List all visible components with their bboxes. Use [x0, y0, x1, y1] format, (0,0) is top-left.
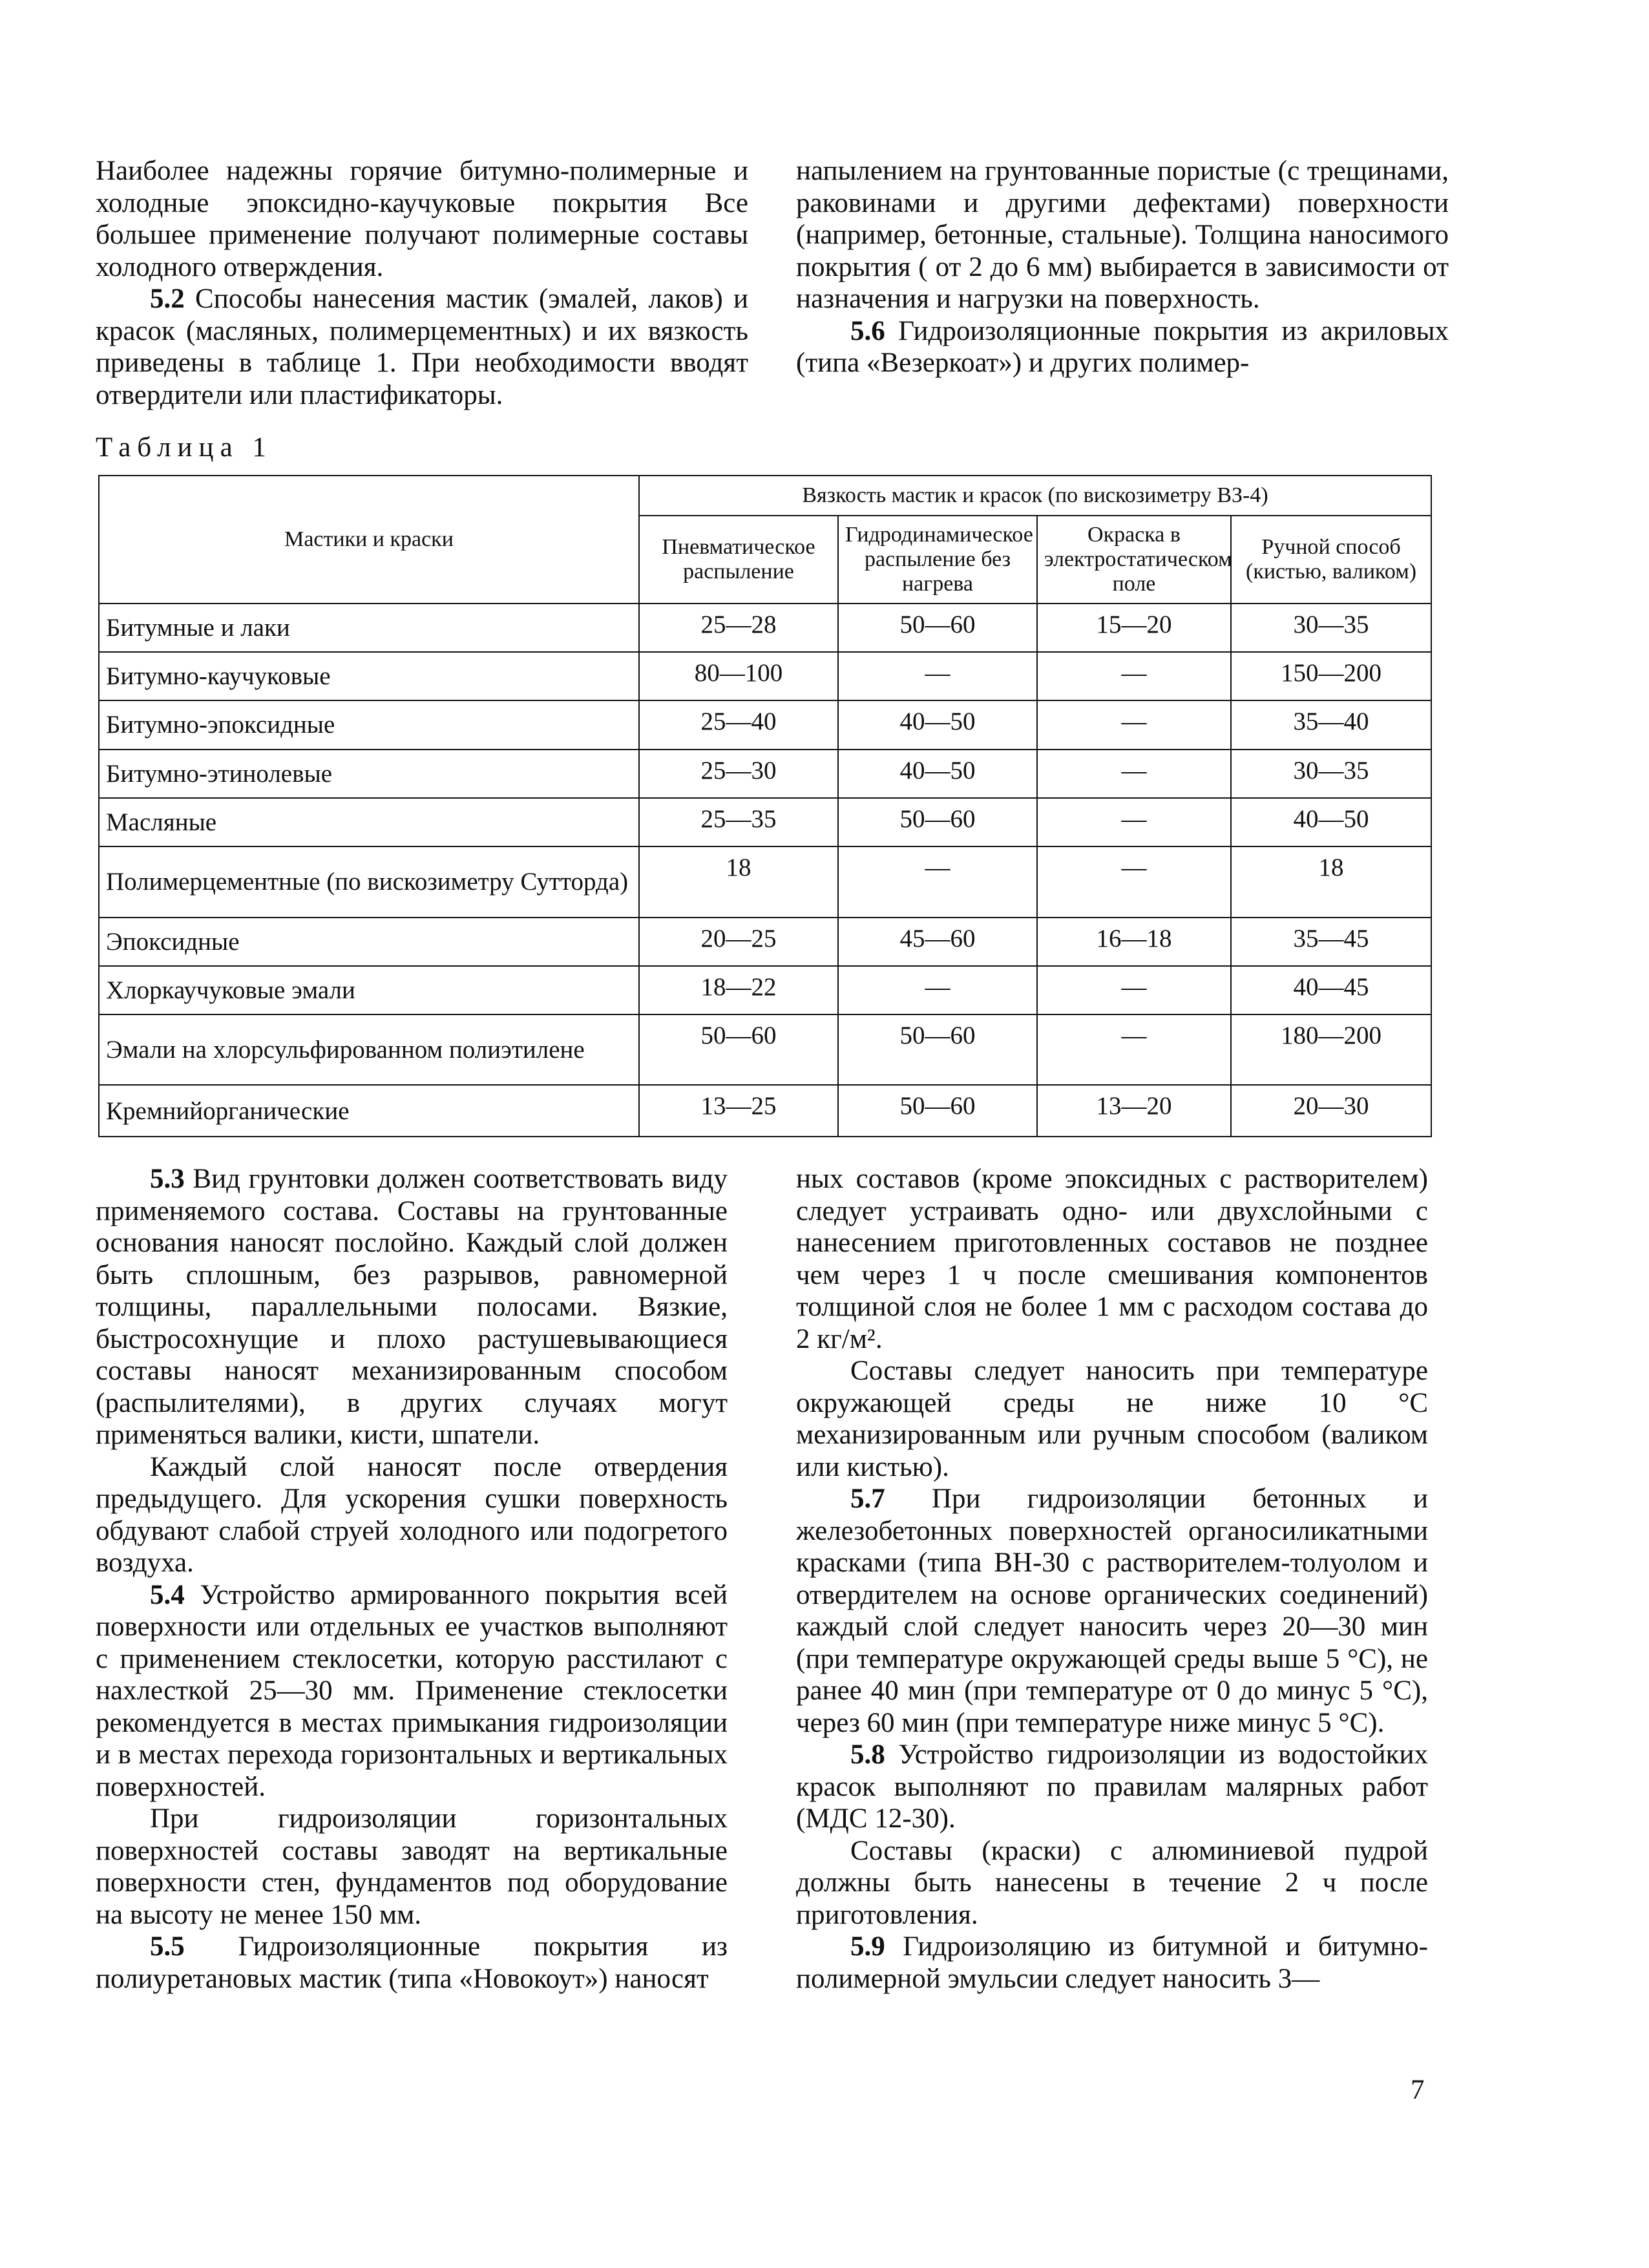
top-right-column — [796, 155, 1449, 379]
section-number: 5.5 — [150, 1931, 185, 1962]
table-cell: 18—22 — [639, 966, 838, 1014]
table-row — [99, 1085, 1431, 1137]
table-cell: 40—50 — [838, 750, 1037, 798]
table-cell: 30—35 — [1231, 750, 1431, 798]
paragraph-text: При гидроизоляции бетонных и железобетонных поверхностей органосиликатными красками (типа ВН-30 с растворителем-толуолом и отвердителем на основе органических соединений) каждый слой следует наносить через 20—30 мин (при температуре окружающей среды выше 5 °С), не ранее 40 мин (при температуре от 0 до минус 5 °С), через 60 мин (при температуре ниже минус 5 °С). — [796, 1484, 1428, 1738]
table-cell: 50—60 — [838, 1085, 1037, 1137]
table-cell: 16—18 — [1037, 918, 1231, 966]
table-cell: — — [1037, 798, 1231, 846]
paragraph-text: Наиболее надежны горячие битумно-полимерные и холодные эпоксидно-каучуковые покрытия Все большее применение получают полимерные составы холодного отверждения. — [96, 156, 748, 282]
row-material-name: Эпоксидные — [99, 918, 639, 966]
top-left-column — [96, 155, 748, 411]
row-material-name: Битумно-этинолевые — [99, 750, 639, 798]
table-cell: 20—25 — [639, 918, 838, 966]
table-cell: 20—30 — [1231, 1085, 1431, 1137]
row-material-name: Битумные и лаки — [99, 604, 639, 652]
paragraph — [796, 1835, 1428, 1931]
table-cell: 18 — [639, 846, 838, 918]
table-row — [99, 652, 1431, 700]
paragraph — [796, 1483, 1428, 1739]
table-cell: 50—60 — [639, 1014, 838, 1086]
table-row — [99, 966, 1431, 1014]
paragraph-text: Гидроизоляцию из битумной и битумно-полимерной эмульсии следует наносить 3— — [796, 1931, 1428, 1994]
paragraph — [96, 155, 748, 283]
table-cell: — — [838, 966, 1037, 1014]
paragraph — [96, 1931, 728, 1995]
row-material-name: Эмали на хлорсульфированном полиэтилене — [99, 1014, 639, 1086]
table-cell: 25—30 — [639, 750, 838, 798]
table-cell: 40—50 — [838, 700, 1037, 749]
table-row — [99, 918, 1431, 966]
paragraph — [796, 1355, 1428, 1483]
table-cell: — — [1037, 652, 1231, 700]
table-row — [99, 1014, 1431, 1086]
table-cell: — — [1037, 750, 1231, 798]
paragraph-text: Каждый слой наносят после отвердения предыдущего. Для ускорения сушки поверхность обдувают слабой струей холодного или подогретого воздуха. — [96, 1451, 728, 1578]
section-number: 5.9 — [850, 1931, 885, 1962]
table-cell: 30—35 — [1231, 604, 1431, 652]
paragraph-text: Способы нанесения мастик (эмалей, лаков) и красок (масляных, полимерцементных) и их вязкость приведены в таблице 1. При необходимости вводят отвердители или пластификаторы. — [96, 284, 748, 410]
paragraph-text: Гидроизоляционные покрытия из полиуретановых мастик (типа «Новокоут») наносят — [96, 1931, 728, 1994]
bottom-left-column — [96, 1163, 728, 1995]
header-hydrodynamic: Гидродинамическое распыление без нагрева — [838, 516, 1037, 604]
section-number: 5.6 — [850, 315, 885, 346]
table-body — [99, 604, 1431, 1137]
table-cell: 13—20 — [1037, 1085, 1231, 1137]
paragraph — [796, 155, 1449, 315]
section-number: 5.8 — [850, 1739, 885, 1770]
paragraph-text: Гидроизоляционные покрытия из акриловых (типа «Везеркоат») и других полимер- — [796, 315, 1449, 378]
header-materials: Мастики и краски — [99, 476, 639, 604]
table-row — [99, 700, 1431, 749]
paragraph-text: При гидроизоляции горизонтальных поверхностей составы заводят на вертикальные поверхности стен, фундаментов под оборудование на высоту не менее 150 мм. — [96, 1803, 728, 1930]
paragraph-text: Устройство армированного покрытия всей поверхности или отдельных ее участков выполняют с применением стеклосетки, которую расстилают с нахлесткой 25—30 мм. Применение стеклосетки рекомендуется в местах примыкания гидроизоляции и в местах перехода горизонтальных и вертикальных поверхностей. — [96, 1579, 728, 1802]
section-number: 5.4 — [150, 1579, 185, 1610]
row-material-name: Кремнийорганические — [99, 1085, 639, 1137]
header-viscosity-group: Вязкость мастик и красок (по вискозиметру ВЗ-4) — [639, 476, 1431, 516]
paragraph — [796, 1931, 1428, 1995]
table-cell: — — [1037, 966, 1231, 1014]
table-cell: 50—60 — [838, 1014, 1037, 1086]
paragraph-text: напылением на грунтованные пористые (с трещинами, раковинами и другими дефектами) поверхности (например, бетонные, стальные). Толщина наносимого покрытия ( от 2 до 6 мм) выбирается в зависимости от назначения и нагрузки на поверхность. — [796, 156, 1449, 314]
table-cell: 35—45 — [1231, 918, 1431, 966]
table-row — [99, 798, 1431, 846]
row-material-name: Хлоркаучуковые эмали — [99, 966, 639, 1014]
paragraph — [796, 1163, 1428, 1355]
table-row — [99, 846, 1431, 918]
paragraph-text: Вид грунтовки должен соответствовать виду применяемого состава. Составы на грунтованные основания наносят послойно. Каждый слой должен быть сплошным, без разрывов, равномерной толщины, параллельными полосами. Вязкие, быстросохнущие и плохо растушевывающиеся составы наносят механизированным способом (распылителями), в других случаях могут применяться валики, кисти, шпатели. — [96, 1164, 728, 1450]
table-cell: 25—35 — [639, 798, 838, 846]
table-cell: 80—100 — [639, 652, 838, 700]
table-row — [99, 604, 1431, 652]
paragraph — [96, 1579, 728, 1803]
viscosity-table — [98, 475, 1432, 1137]
table-cell: — — [838, 652, 1037, 700]
table-cell: 180—200 — [1231, 1014, 1431, 1086]
table-cell: 25—40 — [639, 700, 838, 749]
header-manual: Ручной способ (кистью, валиком) — [1231, 516, 1431, 604]
paragraph-text: Составы следует наносить при температуре окружающей среды не ниже 10 °С механизированным или ручным способом (валиком или кистью). — [796, 1356, 1428, 1482]
table-cell: — — [1037, 846, 1231, 918]
row-material-name: Масляные — [99, 798, 639, 846]
table-cell: 35—40 — [1231, 700, 1431, 749]
section-number: 5.7 — [850, 1484, 885, 1514]
table-cell: 50—60 — [838, 604, 1037, 652]
table-cell: — — [1037, 700, 1231, 749]
table-cell: 40—45 — [1231, 966, 1431, 1014]
paragraph — [96, 283, 748, 411]
paragraph — [96, 1803, 728, 1931]
paragraph — [96, 1163, 728, 1451]
header-pneumatic: Пневматическое распыление — [639, 516, 838, 604]
paragraph — [796, 315, 1449, 379]
paragraph-text: Устройство гидроизоляции из водостойких красок выполняют по правилам малярных работ (МДС 12-30). — [796, 1739, 1428, 1834]
table-cell: 150—200 — [1231, 652, 1431, 700]
section-number: 5.2 — [150, 284, 185, 314]
table-cell: 15—20 — [1037, 604, 1231, 652]
table-row — [99, 750, 1431, 798]
section-number: 5.3 — [150, 1164, 185, 1194]
table-cell: 50—60 — [838, 798, 1037, 846]
table-cell: — — [838, 846, 1037, 918]
paragraph — [796, 1739, 1428, 1835]
table-cell: 18 — [1231, 846, 1431, 918]
row-material-name: Битумно-эпоксидные — [99, 700, 639, 749]
table-cell: 25—28 — [639, 604, 838, 652]
table-cell: 13—25 — [639, 1085, 838, 1137]
row-material-name: Полимерцементные (по вискозиметру Сутторда) — [99, 846, 639, 918]
bottom-right-column — [796, 1163, 1428, 1995]
page-number: 7 — [1411, 2075, 1425, 2105]
row-material-name: Битумно-каучуковые — [99, 652, 639, 700]
header-electrostatic: Окраска в электростатическом поле — [1037, 516, 1231, 604]
paragraph-text: Составы (краски) с алюминиевой пудрой должны быть нанесены в течение 2 ч после приготовления. — [796, 1835, 1428, 1930]
table-cell: — — [1037, 1014, 1231, 1086]
table-cell: 40—50 — [1231, 798, 1431, 846]
paragraph — [96, 1451, 728, 1579]
paragraph-text: ных составов (кроме эпоксидных с растворителем) следует устраивать одно- или двухслойными с нанесением приготовленных составов не позднее чем через 1 ч после смешивания компонентов толщиной слоя не более 1 мм с расходом состава до 2 кг/м². — [796, 1164, 1428, 1354]
table-caption: Таблица 1 — [96, 432, 273, 463]
table-cell: 45—60 — [838, 918, 1037, 966]
